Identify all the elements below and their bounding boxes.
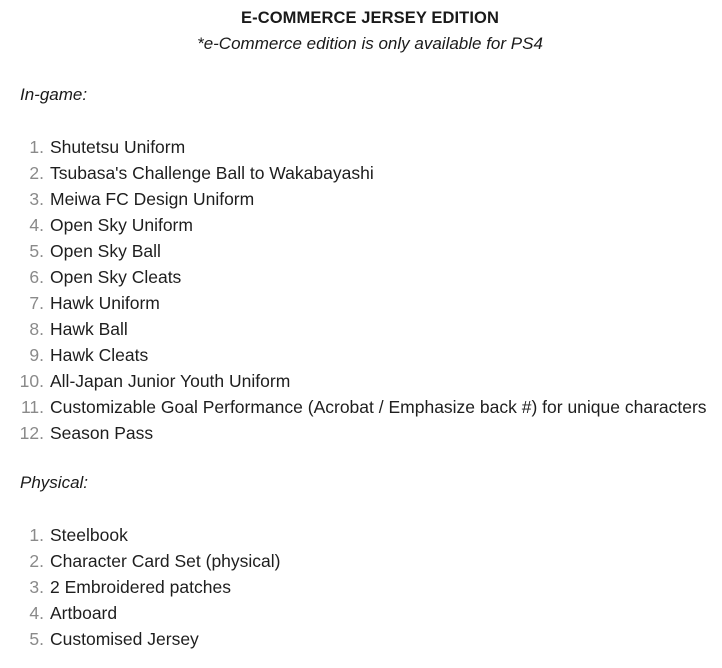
section-heading-in-game: In-game: [20, 85, 88, 104]
list-item-text: Meiwa FC Design Uniform [50, 189, 255, 209]
list-item-number: 5. [29, 241, 44, 261]
list-item-text: Tsubasa's Challenge Ball to Wakabayashi [50, 163, 374, 183]
list-item-text: All-Japan Junior Youth Uniform [50, 371, 291, 391]
list-item-number: 12. [19, 423, 44, 443]
list-item-text: Steelbook [50, 525, 128, 545]
list-item-text: Open Sky Ball [50, 241, 161, 261]
list-item-number: 4. [29, 215, 44, 235]
section-heading-physical: Physical: [20, 473, 89, 492]
list-item-text: Hawk Ball [50, 319, 128, 339]
list-item-number: 9. [29, 345, 44, 365]
list-item-text: Customised Jersey [50, 629, 199, 649]
list-item-number: 3. [29, 189, 44, 209]
list-item-text: 2 Embroidered patches [50, 577, 231, 597]
page-title: E-COMMERCE JERSEY EDITION [241, 9, 499, 27]
list-item-text: Shutetsu Uniform [50, 137, 186, 157]
list-item-number: 1. [29, 525, 44, 545]
list-item-number: 2. [29, 551, 44, 571]
list-item-text: Artboard [50, 603, 118, 623]
list-item-number: 1. [29, 137, 44, 157]
list-item-number: 11. [20, 397, 44, 417]
list-item-text: Hawk Uniform [50, 293, 160, 313]
list-item-number: 6. [29, 267, 44, 287]
list-item-number: 4. [29, 603, 44, 623]
list-item-text: Open Sky Uniform [50, 215, 193, 235]
list-item-text: Hawk Cleats [50, 345, 149, 365]
availability-note: *e-Commerce edition is only available for PS4 [197, 34, 543, 53]
list-item-text: Character Card Set (physical) [50, 551, 281, 571]
list-item-number: 5. [29, 629, 44, 649]
list-item-number: 7. [29, 293, 44, 313]
list-item-number: 8. [29, 319, 44, 339]
list-item-number: 10. [19, 371, 44, 391]
list-item-number: 2. [29, 163, 44, 183]
list-item-text: Season Pass [50, 423, 154, 443]
list-item-text: Customizable Goal Performance (Acrobat / Emphasize back #) for unique characters [50, 397, 707, 417]
list-item-text: Open Sky Cleats [50, 267, 182, 287]
list-item-number: 3. [29, 577, 44, 597]
